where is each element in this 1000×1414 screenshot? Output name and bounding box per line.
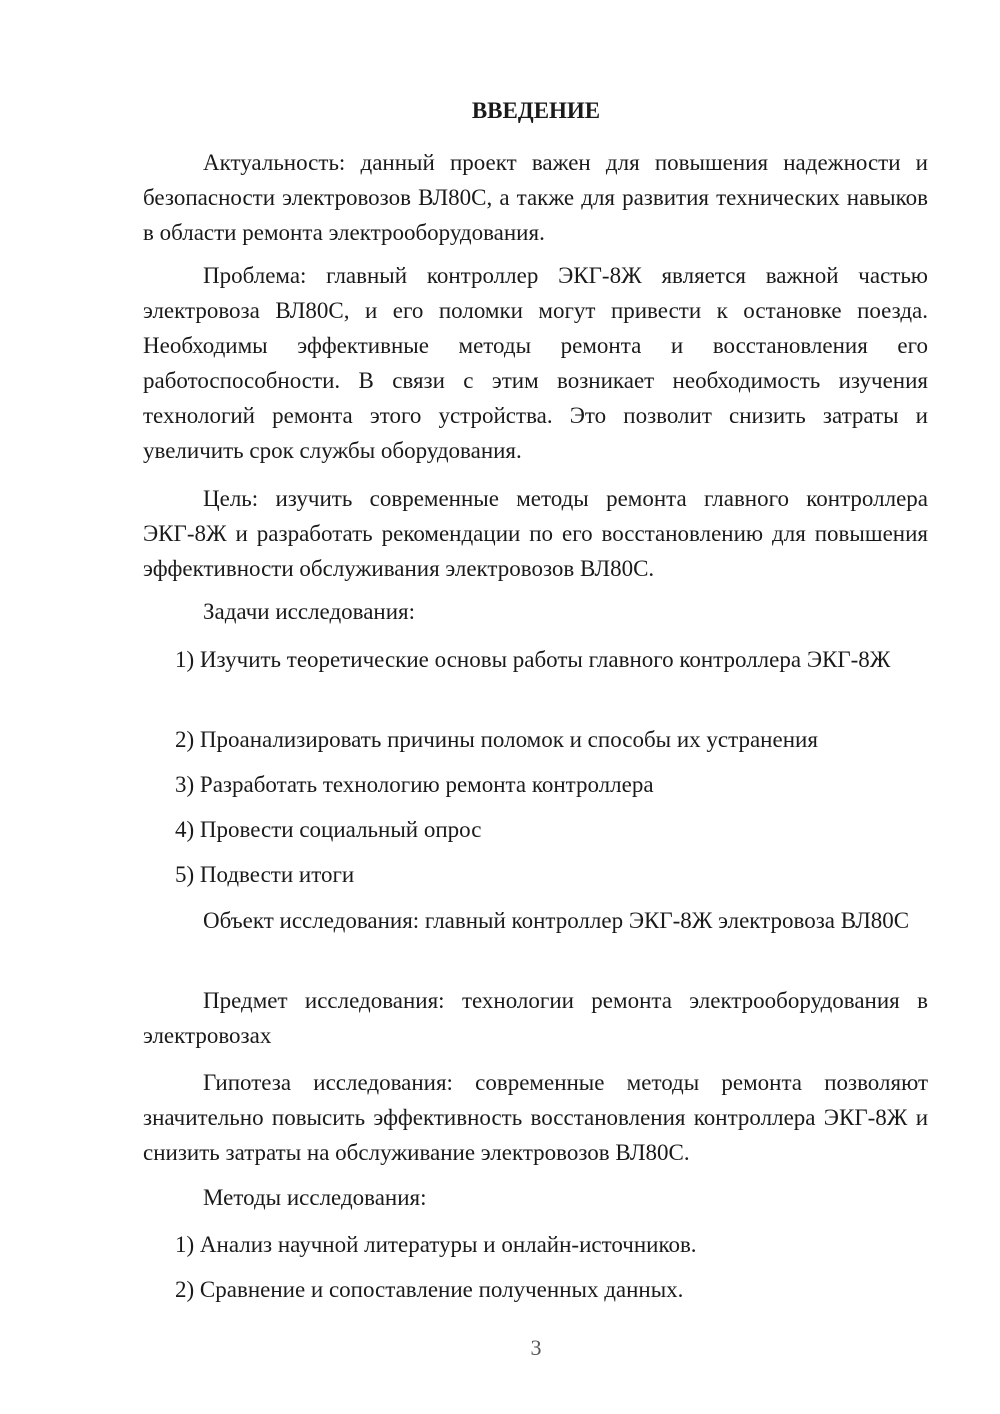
task-item-1: 1) Изучить теоретические основы работы главного контроллера ЭКГ-8Ж (175, 647, 891, 672)
paragraph-goal: Цель: изучить современные методы ремонта главного контроллера ЭКГ-8Ж и разработать рекомендации по его восстановлению для повышения эффективности обслуживания электровозов ВЛ80С. (143, 486, 928, 581)
task-item-2: 2) Проанализировать причины поломок и способы их устранения (175, 727, 818, 752)
method-item-1: 1) Анализ научной литературы и онлайн-источников. (175, 1232, 697, 1257)
task-item-4: 4) Провести социальный опрос (175, 817, 482, 842)
page-number: 3 (530, 1335, 542, 1360)
page-title: ВВЕДЕНИЕ (471, 98, 601, 123)
paragraph-problem: Проблема: главный контроллер ЭКГ-8Ж является важной частью электровоза ВЛ80С, и его поломки могут привести к остановке поезда. Необходимы эффективные методы ремонта и восстановления его работоспособности. В связи с этим возникает необходимость изучения технологий ремонта этого устройства. Это позволит снизить затраты и увеличить срок службы оборудования. (143, 263, 928, 463)
method-item-2: 2) Сравнение и сопоставление полученных данных. (175, 1277, 684, 1302)
tasks-heading: Задачи исследования: (203, 599, 416, 624)
task-item-3: 3) Разработать технологию ремонта контроллера (175, 772, 654, 797)
paragraph-object: Объект исследования: главный контроллер ЭКГ-8Ж электровоза ВЛ80С (203, 908, 910, 933)
paragraph-hypothesis: Гипотеза исследования: современные методы ремонта позволяют значительно повысить эффективность восстановления контроллера ЭКГ-8Ж и снизить затраты на обслуживание электровозов ВЛ80С. (143, 1070, 928, 1165)
task-item-5: 5) Подвести итоги (175, 862, 355, 887)
paragraph-subject: Предмет исследования: технологии ремонта электрооборудования в электровозах (143, 988, 928, 1048)
methods-heading: Методы исследования: (203, 1185, 427, 1210)
paragraph-relevance: Актуальность: данный проект важен для повышения надежности и безопасности электровозов ВЛ80С, а также для развития технических навыков в области ремонта электрооборудования. (143, 150, 928, 245)
